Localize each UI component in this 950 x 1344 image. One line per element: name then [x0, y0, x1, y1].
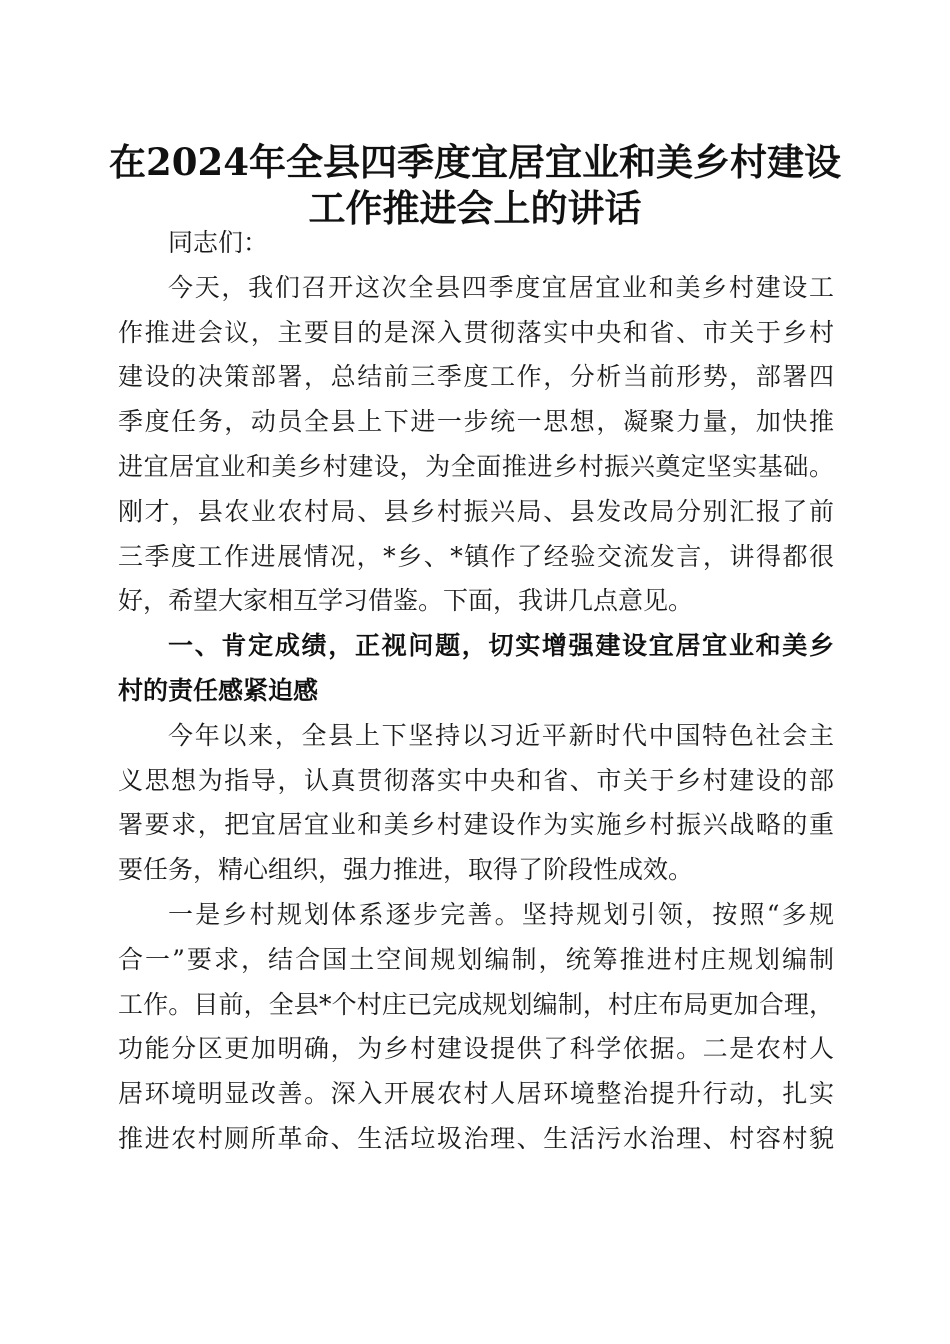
- body-paragraph: [118, 714, 834, 893]
- text-line: 功能分区更加明确，为乡村建设提供了科学依据。二是农村人: [118, 1034, 834, 1064]
- document-body: [118, 221, 834, 1162]
- text-line: 作推进会议，主要目的是深入贯彻落实中央和省、市关于乡村: [118, 317, 834, 347]
- heading-line: 村的责任感紧迫感: [118, 675, 319, 705]
- text-line: 工作。目前，全县*个村庄已完成规划编制，村庄布局更加合理，: [118, 989, 834, 1019]
- text-line: 刚才，县农业农村局、县乡村振兴局、县发改局分别汇报了前: [118, 496, 834, 526]
- text-line: 进宜居宜业和美乡村建设，为全面推进乡村振兴奠定坚实基础。: [118, 451, 834, 481]
- text-line: 今天，我们召开这次全县四季度宜居宜业和美乡村建设工: [168, 272, 834, 302]
- body-paragraph: [118, 893, 834, 1162]
- body-paragraph: [118, 266, 834, 624]
- section-heading: [118, 624, 834, 714]
- text-line: 推进农村厕所革命、生活垃圾治理、生活污水治理、村容村貌: [118, 1123, 834, 1153]
- document-title-line-2: 工作推进会上的讲话: [308, 186, 642, 230]
- text-line: 好，希望大家相互学习借鉴。下面，我讲几点意见。: [118, 586, 694, 616]
- text-line: 要任务，精心组织，强力推进，取得了阶段性成效。: [118, 855, 694, 885]
- text-line: 季度任务，动员全县上下进一步统一思想，凝聚力量，加快推: [118, 407, 834, 437]
- text-line: 义思想为指导，认真贯彻落实中央和省、市关于乡村建设的部: [118, 765, 834, 795]
- text-line: 署要求，把宜居宜业和美乡村建设作为实施乡村振兴战略的重: [118, 810, 834, 840]
- text-line: 今年以来，全县上下坚持以习近平新时代中国特色社会主: [168, 720, 834, 750]
- text-line: 居环境明显改善。深入开展农村人居环境整治提升行动，扎实: [118, 1079, 834, 1109]
- heading-line: 一、肯定成绩，正视问题，切实增强建设宜居宜业和美乡: [168, 631, 834, 661]
- text-line: 合一”要求，结合国土空间规划编制，统筹推进村庄规划编制: [118, 944, 834, 974]
- salutation-paragraph: [118, 221, 834, 266]
- text-line: 一是乡村规划体系逐步完善。坚持规划引领，按照“多规: [168, 899, 834, 929]
- text-line: 建设的决策部署，总结前三季度工作，分析当前形势，部署四: [118, 362, 834, 392]
- text-line: 三季度工作进展情况，*乡、*镇作了经验交流发言，讲得都很: [118, 541, 834, 571]
- text-line: 同志们：: [168, 228, 269, 257]
- document-title-line-1: 在2024年全县四季度宜居宜业和美乡村建设: [109, 140, 841, 184]
